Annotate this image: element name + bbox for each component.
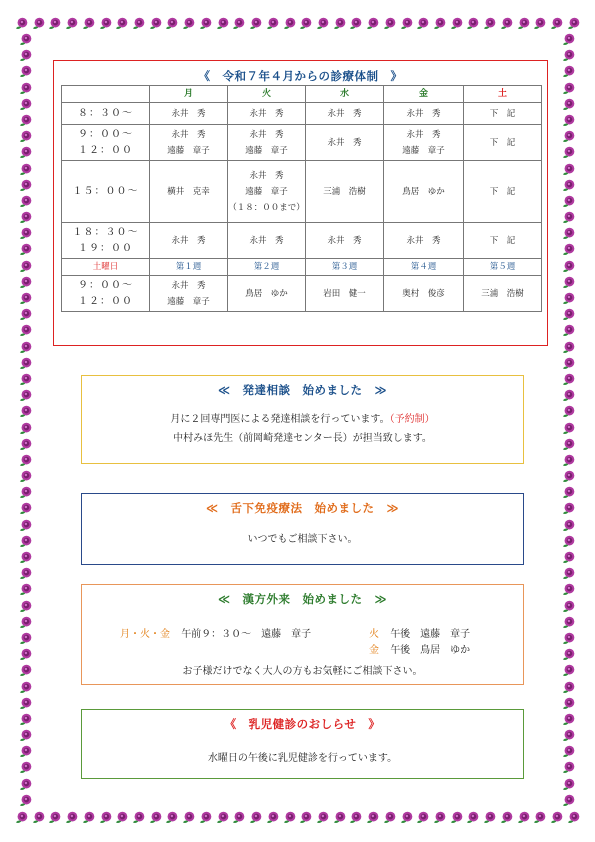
rose-icon — [561, 404, 576, 419]
rose-icon — [561, 793, 576, 808]
doctor-cell — [384, 161, 464, 223]
rose-icon — [164, 16, 179, 31]
rose-icon — [18, 485, 33, 500]
rose-icon — [365, 16, 380, 31]
rose-icon — [382, 16, 397, 31]
doctor-cell-line: 下 記 — [489, 235, 516, 246]
doctor-cell — [150, 161, 228, 223]
development-consultation-box — [81, 375, 524, 464]
doctor-cell — [228, 161, 306, 223]
rose-icon — [482, 16, 497, 31]
sublingual-immunotherapy-box — [81, 493, 524, 565]
doctor-cell — [150, 276, 228, 312]
doctor-cell-line: 永井 秀 — [171, 129, 206, 140]
rose-icon — [18, 242, 33, 257]
kampo-note: お子様だけでなく大人の方もお気軽にご相談下さい。 — [182, 666, 423, 677]
rose-icon — [18, 566, 33, 581]
doctor-cell — [228, 125, 306, 161]
doctor-cell-line: 永井 秀 — [249, 235, 284, 246]
doctor-cell-line: 永井 秀 — [327, 137, 362, 148]
rose-icon — [532, 16, 547, 31]
rose-icon — [315, 810, 330, 825]
rose-icon — [499, 16, 514, 31]
rose-icon — [415, 810, 430, 825]
rose-icon — [561, 760, 576, 775]
doctor-cell-line: 永井 秀 — [249, 170, 284, 181]
rose-icon — [432, 16, 447, 31]
rose-icon — [561, 696, 576, 711]
doctor-cell — [464, 223, 542, 259]
doctor-cell-line: 鳥居 ゆか — [245, 288, 288, 299]
week-label: 第４週 — [384, 259, 464, 276]
schedule-header-row — [62, 86, 542, 103]
rose-icon — [248, 16, 263, 31]
time-cell-line: ８：３０～ — [78, 107, 133, 119]
rose-icon — [18, 194, 33, 209]
rose-icon — [561, 145, 576, 160]
doctor-cell — [306, 125, 384, 161]
saturday-schedule-row — [62, 276, 542, 312]
rose-icon — [131, 16, 146, 31]
rose-icon — [561, 242, 576, 257]
rose-icon — [561, 647, 576, 662]
rose-icon — [18, 615, 33, 630]
rose-icon — [561, 680, 576, 695]
rose-icon — [566, 16, 581, 31]
rose-icon — [18, 696, 33, 711]
development-title: ≪ 発達相談 始めました ≫ — [217, 383, 388, 397]
rose-icon — [348, 16, 363, 31]
doctor-cell-line: 永井 秀 — [406, 235, 441, 246]
doctor-cell-line: 遠藤 章子 — [245, 145, 288, 156]
development-line2: 中村みほ先生（前岡崎発達センター長）が担当致します。 — [173, 433, 432, 444]
rose-icon — [18, 372, 33, 387]
kampo-row-1 — [120, 627, 311, 643]
doctor-cell-line: 永井 秀 — [171, 235, 206, 246]
rose-icon — [18, 340, 33, 355]
kampo-outpatient-box — [81, 584, 524, 685]
rose-icon — [18, 453, 33, 468]
rose-icon — [18, 631, 33, 646]
development-line1 — [82, 410, 523, 429]
infant-checkup-box — [81, 709, 524, 779]
rose-icon — [415, 16, 430, 31]
rose-border-top — [14, 14, 581, 32]
rose-icon — [432, 810, 447, 825]
rose-icon — [47, 16, 62, 31]
rose-icon — [298, 810, 313, 825]
rose-icon — [561, 712, 576, 727]
rose-icon — [561, 259, 576, 274]
time-cell — [62, 161, 150, 223]
rose-icon — [231, 810, 246, 825]
rose-icon — [18, 518, 33, 533]
rose-icon — [399, 16, 414, 31]
time-cell-line: １５：００～ — [72, 185, 139, 197]
rose-icon — [231, 16, 246, 31]
schedule-row — [62, 103, 542, 125]
rose-icon — [561, 631, 576, 646]
rose-icon — [18, 744, 33, 759]
rose-icon — [18, 680, 33, 695]
rose-icon — [561, 582, 576, 597]
doctor-cell-line: 永井 秀 — [327, 235, 362, 246]
doctor-cell — [306, 161, 384, 223]
saturday-label: 土曜日 — [62, 259, 150, 276]
rose-icon — [561, 113, 576, 128]
kampo-title: ≪ 漢方外来 始めました ≫ — [217, 592, 388, 606]
doctor-cell — [228, 276, 306, 312]
rose-icon — [566, 810, 581, 825]
rose-icon — [465, 16, 480, 31]
rose-icon — [332, 16, 347, 31]
doctor-cell-line: 遠藤 章子 — [167, 145, 210, 156]
kampo-detail-3: 午後 鳥居 ゆか — [390, 645, 471, 656]
rose-icon — [561, 210, 576, 225]
rose-icon — [561, 64, 576, 79]
doctor-cell — [384, 223, 464, 259]
rose-icon — [561, 178, 576, 193]
rose-icon — [81, 16, 96, 31]
rose-icon — [561, 469, 576, 484]
week-label: 第５週 — [464, 259, 542, 276]
development-line1-main: 月に２回専門医による発達相談を行っています。 — [170, 414, 390, 425]
doctor-cell-line: 三浦 浩樹 — [481, 288, 524, 299]
doctor-cell — [464, 125, 542, 161]
header-day-saturday: 土 — [464, 86, 542, 103]
rose-icon — [148, 16, 163, 31]
rose-icon — [561, 599, 576, 614]
time-cell-line: １８：３０～ — [72, 226, 139, 238]
rose-icon — [18, 226, 33, 241]
rose-icon — [18, 793, 33, 808]
rose-icon — [561, 518, 576, 533]
doctor-cell-line: 永井 秀 — [406, 108, 441, 119]
rose-icon — [18, 777, 33, 792]
rose-icon — [298, 16, 313, 31]
doctor-cell — [384, 276, 464, 312]
rose-border-left — [16, 32, 34, 808]
rose-border-bottom — [14, 808, 581, 826]
week-label: 第３週 — [306, 259, 384, 276]
rose-icon — [18, 81, 33, 96]
rose-icon — [516, 16, 531, 31]
rose-icon — [282, 810, 297, 825]
rose-icon — [18, 64, 33, 79]
rose-icon — [64, 810, 79, 825]
kampo-row-3 — [369, 643, 470, 659]
rose-icon — [332, 810, 347, 825]
rose-icon — [181, 16, 196, 31]
rose-icon — [198, 16, 213, 31]
rose-border-right — [559, 32, 577, 808]
rose-icon — [18, 129, 33, 144]
rose-icon — [18, 259, 33, 274]
rose-icon — [561, 32, 576, 47]
rose-icon — [18, 388, 33, 403]
rose-icon — [215, 810, 230, 825]
rose-icon — [499, 810, 514, 825]
week-label: 第１週 — [150, 259, 228, 276]
doctor-cell — [306, 276, 384, 312]
header-corner — [62, 86, 150, 103]
rose-icon — [516, 810, 531, 825]
doctor-cell-line: 永井 秀 — [171, 108, 206, 119]
doctor-cell — [150, 223, 228, 259]
rose-icon — [18, 501, 33, 516]
rose-icon — [561, 550, 576, 565]
doctor-cell — [464, 276, 542, 312]
schedule-table — [61, 85, 542, 312]
doctor-cell — [306, 223, 384, 259]
rose-icon — [449, 16, 464, 31]
sublingual-text: いつでもご相談下さい。 — [247, 534, 358, 545]
time-cell — [62, 276, 150, 312]
rose-icon — [561, 421, 576, 436]
header-day: 火 — [228, 86, 306, 103]
doctor-cell-line: 岩田 健一 — [323, 288, 366, 299]
rose-icon — [18, 178, 33, 193]
schedule-row — [62, 125, 542, 161]
doctor-cell-line: 永井 秀 — [249, 129, 284, 140]
rose-icon — [47, 810, 62, 825]
rose-icon — [482, 810, 497, 825]
rose-icon — [164, 810, 179, 825]
doctor-cell — [384, 103, 464, 125]
rose-icon — [18, 48, 33, 63]
rose-icon — [365, 810, 380, 825]
doctor-cell-line: （１８：００まで） — [228, 202, 305, 213]
rose-icon — [549, 16, 564, 31]
rose-icon — [18, 145, 33, 160]
doctor-cell — [384, 125, 464, 161]
rose-icon — [348, 810, 363, 825]
rose-icon — [532, 810, 547, 825]
doctor-cell — [150, 125, 228, 161]
rose-icon — [18, 291, 33, 306]
rose-icon — [561, 356, 576, 371]
rose-icon — [561, 777, 576, 792]
rose-icon — [18, 469, 33, 484]
doctor-cell-line: 永井 秀 — [327, 108, 362, 119]
rose-icon — [18, 582, 33, 597]
rose-icon — [148, 810, 163, 825]
rose-icon — [18, 32, 33, 47]
doctor-cell — [306, 103, 384, 125]
rose-icon — [561, 566, 576, 581]
doctor-cell-line: 鳥居 ゆか — [402, 186, 445, 197]
rose-icon — [561, 81, 576, 96]
rose-icon — [31, 810, 46, 825]
rose-icon — [382, 810, 397, 825]
rose-icon — [18, 162, 33, 177]
week-label: 第２週 — [228, 259, 306, 276]
rose-icon — [561, 340, 576, 355]
rose-icon — [561, 48, 576, 63]
time-cell-line: １９：００ — [78, 242, 133, 254]
rose-icon — [18, 760, 33, 775]
rose-icon — [561, 291, 576, 306]
rose-icon — [561, 501, 576, 516]
schedule-title: 《 令和７年４月からの診療体制 》 — [198, 69, 403, 83]
doctor-cell-line: 三浦 浩樹 — [323, 186, 366, 197]
doctor-cell-line: 下 記 — [489, 108, 516, 119]
rose-icon — [561, 162, 576, 177]
rose-icon — [561, 437, 576, 452]
rose-icon — [18, 210, 33, 225]
doctor-cell-line: 遠藤 章子 — [245, 186, 288, 197]
doctor-cell-line: 下 記 — [489, 186, 516, 197]
rose-icon — [18, 307, 33, 322]
rose-icon — [98, 16, 113, 31]
doctor-cell — [228, 223, 306, 259]
doctor-cell-line: 下 記 — [489, 137, 516, 148]
rose-icon — [14, 16, 29, 31]
rose-icon — [18, 647, 33, 662]
rose-icon — [64, 16, 79, 31]
rose-icon — [14, 810, 29, 825]
time-cell — [62, 103, 150, 125]
rose-icon — [315, 16, 330, 31]
rose-icon — [18, 599, 33, 614]
doctor-cell — [228, 103, 306, 125]
rose-icon — [549, 810, 564, 825]
rose-icon — [561, 615, 576, 630]
rose-icon — [114, 810, 129, 825]
rose-icon — [561, 453, 576, 468]
rose-icon — [561, 275, 576, 290]
rose-icon — [114, 16, 129, 31]
time-cell — [62, 223, 150, 259]
kampo-row-2 — [369, 627, 470, 643]
rose-icon — [561, 129, 576, 144]
rose-icon — [265, 16, 280, 31]
rose-icon — [561, 534, 576, 549]
rose-icon — [18, 323, 33, 338]
kampo-day-fri: 金 — [369, 645, 379, 656]
header-day: 金 — [384, 86, 464, 103]
doctor-cell — [150, 103, 228, 125]
rose-icon — [18, 97, 33, 112]
kampo-detail-2: 午後 遠藤 章子 — [390, 629, 471, 640]
rose-icon — [282, 16, 297, 31]
rose-icon — [18, 663, 33, 678]
rose-icon — [215, 16, 230, 31]
doctor-cell-line: 永井 秀 — [171, 280, 206, 291]
doctor-cell — [464, 161, 542, 223]
rose-icon — [561, 372, 576, 387]
schedule-row — [62, 223, 542, 259]
kampo-detail-1: 午前９：３０～ 遠藤 章子 — [181, 629, 312, 640]
schedule-row — [62, 161, 542, 223]
rose-icon — [561, 323, 576, 338]
rose-icon — [18, 437, 33, 452]
rose-icon — [18, 275, 33, 290]
reservation-note: （予約制） — [389, 414, 435, 425]
kampo-days: 月・火・金 — [120, 629, 170, 640]
rose-icon — [18, 356, 33, 371]
rose-icon — [561, 744, 576, 759]
rose-icon — [18, 421, 33, 436]
infant-title: 《 乳児健診のおしらせ 》 — [224, 717, 381, 731]
doctor-cell-line: 遠藤 章子 — [402, 145, 445, 156]
rose-icon — [561, 728, 576, 743]
time-cell-line: １２：００ — [78, 144, 133, 156]
rose-icon — [98, 810, 113, 825]
schedule-panel — [53, 60, 548, 346]
rose-icon — [18, 728, 33, 743]
rose-icon — [18, 113, 33, 128]
rose-icon — [561, 226, 576, 241]
doctor-cell-line: 遠藤 章子 — [167, 296, 210, 307]
saturday-week-row — [62, 259, 542, 276]
rose-icon — [18, 712, 33, 727]
rose-icon — [561, 97, 576, 112]
rose-icon — [561, 485, 576, 500]
rose-icon — [18, 404, 33, 419]
rose-icon — [18, 534, 33, 549]
doctor-cell-line: 奥村 俊彦 — [402, 288, 445, 299]
kampo-day-tue: 火 — [369, 629, 379, 640]
header-day: 水 — [306, 86, 384, 103]
rose-icon — [248, 810, 263, 825]
rose-icon — [181, 810, 196, 825]
doctor-cell-line: 横井 克幸 — [167, 186, 210, 197]
rose-icon — [18, 550, 33, 565]
doctor-cell-line: 永井 秀 — [249, 108, 284, 119]
rose-icon — [198, 810, 213, 825]
rose-icon — [265, 810, 280, 825]
sublingual-title: ≪ 舌下免疫療法 始めました ≫ — [205, 501, 400, 515]
rose-icon — [81, 810, 96, 825]
time-cell-line: ９：００～ — [78, 279, 133, 291]
rose-icon — [31, 16, 46, 31]
rose-icon — [561, 194, 576, 209]
rose-icon — [449, 810, 464, 825]
infant-text: 水曜日の午後に乳児健診を行っています。 — [207, 753, 398, 764]
rose-icon — [465, 810, 480, 825]
rose-icon — [131, 810, 146, 825]
time-cell-line: １２：００ — [78, 295, 133, 307]
doctor-cell — [464, 103, 542, 125]
header-day: 月 — [150, 86, 228, 103]
rose-icon — [561, 663, 576, 678]
time-cell-line: ９：００～ — [78, 128, 133, 140]
doctor-cell-line: 永井 秀 — [406, 129, 441, 140]
rose-icon — [399, 810, 414, 825]
rose-icon — [561, 388, 576, 403]
time-cell — [62, 125, 150, 161]
development-text — [82, 410, 523, 448]
rose-icon — [561, 307, 576, 322]
